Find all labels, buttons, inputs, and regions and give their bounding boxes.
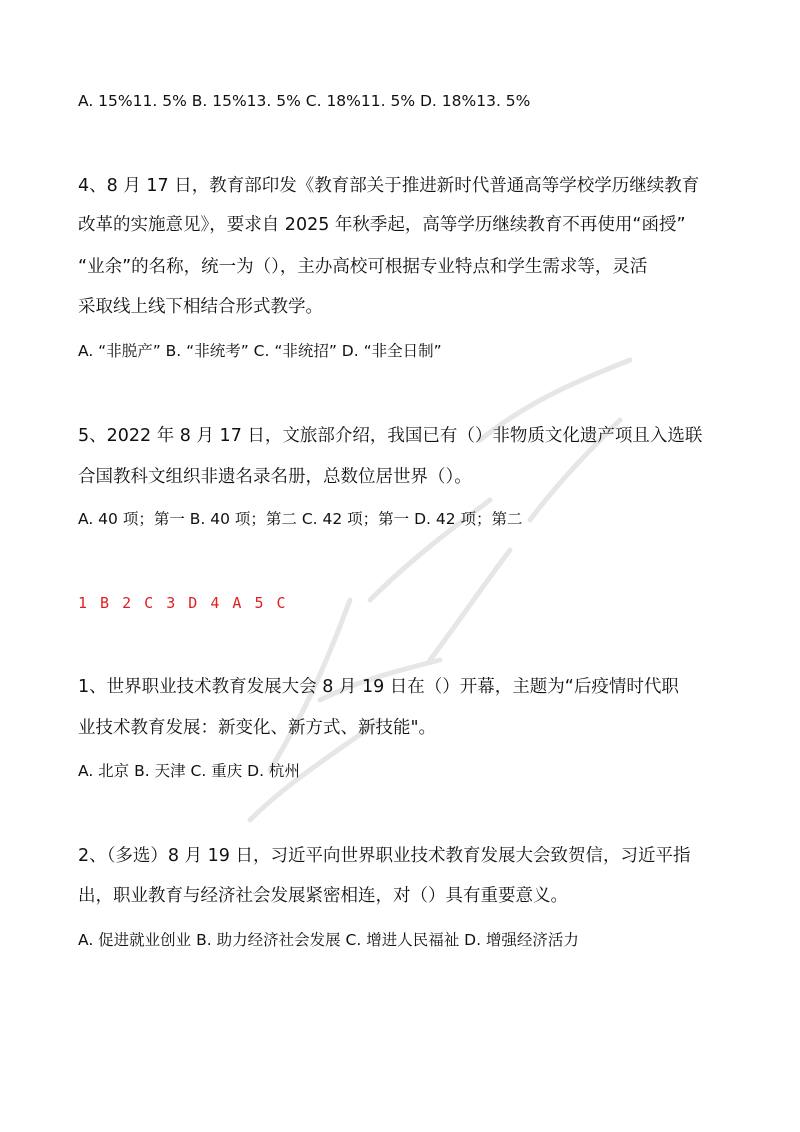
q2-text-line-2: 出，职业教育与经济社会发展紧密相连，对（）具有重要意义。: [78, 886, 568, 906]
q4-text-line-2: 改革的实施意见》，要求自 2025 年秋季起，高等学历继续教育不再使用“函授”: [78, 215, 686, 235]
q5-text-line-2: 合国教科文组织非遗名录名册，总数位居世界（）。: [78, 467, 472, 487]
q5-options: A. 40 项；第一 B. 40 项；第二 C. 42 项；第一 D. 42 项；第二: [78, 510, 523, 528]
q2-text-line-1: 2、（多选）8 月 19 日，习近平向世界职业技术教育发展大会致贺信，习近平指: [78, 846, 691, 866]
q1-options: A. 北京 B. 天津 C. 重庆 D. 杭州: [78, 762, 300, 780]
q5-text-line-1: 5、2022 年 8 月 17 日，文旅部介绍，我国已有（）非物质文化遗产项且入选联: [78, 426, 703, 446]
q3-options: A. 15%11. 5% B. 15%13. 5% C. 18%11. 5% D. 18%13. 5%: [78, 92, 531, 110]
q4-text-line-4: 采取线上线下相结合形式教学。: [78, 297, 323, 317]
answer-key: 1 B 2 C 3 D 4 A 5 C: [78, 594, 288, 612]
q1-text-line-1: 1、世界职业技术教育发展大会 8 月 19 日在（）开幕，主题为“后疫情时代职: [78, 677, 679, 697]
q4-text-line-3: “业余”的名称，统一为（），主办高校可根据专业特点和学生需求等，灵活: [78, 257, 648, 277]
q1-text-line-2: 业技术教育发展：新变化、新方式、新技能"。: [78, 718, 437, 738]
q4-text-line-1: 4、8 月 17 日，教育部印发《教育部关于推进新时代普通高等学校学历继续教育: [78, 176, 700, 196]
q2-options: A. 促进就业创业 B. 助力经济社会发展 C. 增进人民福祉 D. 增强经济活力: [78, 931, 579, 949]
q4-options: A. “非脱产” B. “非统考” C. “非统招” D. “非全日制”: [78, 342, 442, 360]
